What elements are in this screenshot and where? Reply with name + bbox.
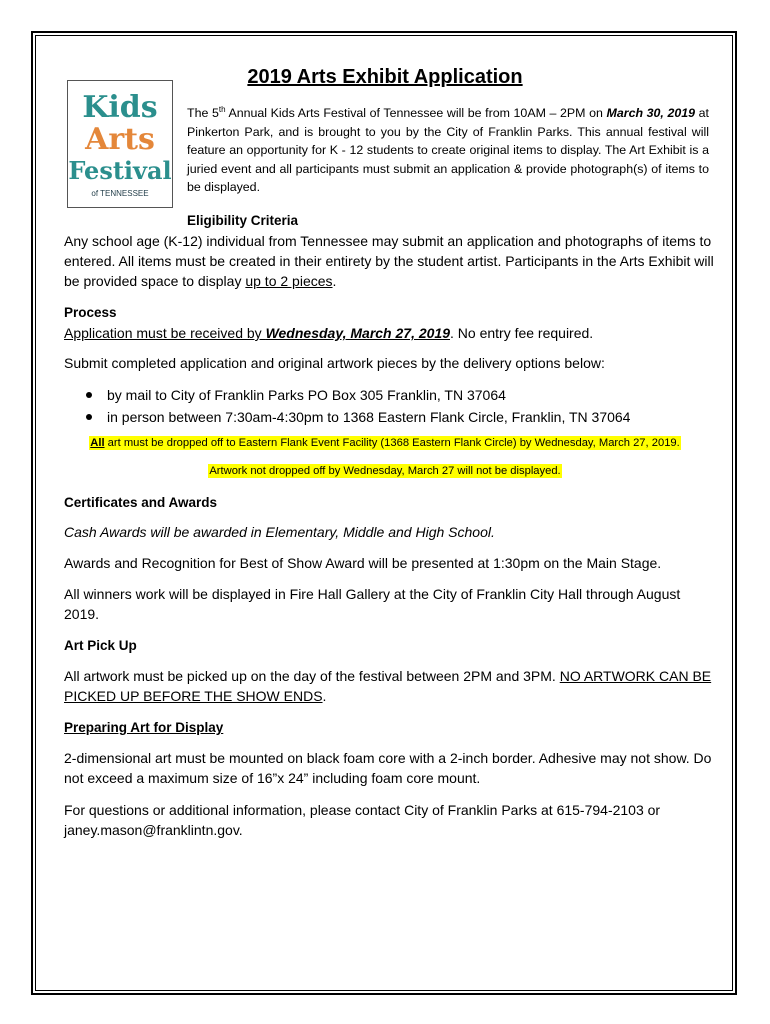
- festival-logo: [67, 80, 173, 208]
- contact-text: For questions or additional information, please contact City of Franklin Parks at 615-794-2103 or janey.mason@franklintn.gov.: [64, 802, 661, 838]
- winners-text: All winners work will be displayed in Fire Hall Gallery at the City of Franklin City Hall through August 2019.: [64, 586, 681, 622]
- dropoff-notice: All art must be dropped off to Eastern Flank Event Facility (1368 Eastern Flank Circle) by Wednesday, March 27, 2019.: [90, 437, 680, 449]
- list-item: by mail to City of Franklin Parks PO Box 305 Franklin, TN 37064: [86, 384, 630, 406]
- late-notice: Artwork not dropped off by Wednesday, March 27 will not be displayed.: [209, 465, 561, 477]
- certificates-heading: Certificates and Awards: [64, 495, 218, 510]
- bullet-icon: [86, 392, 92, 398]
- process-heading: Process: [64, 305, 117, 320]
- preparing-text: 2-dimensional art must be mounted on black foam core with a 2-inch border. Adhesive may not show. Do not exceed a maximum size of 16”x 24” including foam core mount.: [64, 750, 712, 786]
- preparing-heading: Preparing Art for Display: [64, 720, 224, 735]
- eligibility-heading: Eligibility Criteria: [187, 213, 299, 228]
- pickup-heading: Art Pick Up: [64, 638, 137, 653]
- best-of-show-text: Awards and Recognition for Best of Show Award will be presented at 1:30pm on the Main Stage.: [64, 555, 662, 571]
- logo-line-1: Kids: [82, 90, 158, 125]
- delivery-options-list: [86, 384, 630, 428]
- page-title: 2019 Arts Exhibit Application: [247, 66, 523, 88]
- logo-line-3: Festival: [68, 156, 172, 185]
- intro-paragraph: The 5th Annual Kids Arts Festival of Tennessee will be from 10AM – 2PM on March 30, 2019 at Pinkerton Park, and is brought to you by the City of Franklin Parks. This annual festival will feature an opportunity for K - 12 students to create original items to display. The Art Exhibit is a juried event and all participants must submit an application & provide photograph(s) of items to be displayed.: [187, 104, 709, 194]
- pickup-text: All artwork must be picked up on the day of the festival between 2PM and 3PM. NO ARTWORK CAN BE PICKED UP BEFORE THE SHOW ENDS.: [64, 668, 712, 704]
- list-item: in person between 7:30am-4:30pm to 1368 Eastern Flank Circle, Franklin, TN 37064: [86, 406, 630, 428]
- bullet-icon: [86, 414, 92, 420]
- logo-line-4: of TENNESSEE: [91, 189, 149, 198]
- cash-awards-text: Cash Awards will be awarded in Elementary, Middle and High School.: [64, 524, 495, 540]
- process-submit-text: Submit completed application and original artwork pieces by the delivery options below:: [64, 355, 605, 371]
- logo-line-2: Arts: [85, 122, 155, 157]
- process-deadline: Application must be received by Wednesday, March 27, 2019. No entry fee required.: [64, 325, 594, 341]
- eligibility-text: Any school age (K-12) individual from Tennessee may submit an application and photographs of items to entered. All items must be created in their entirety by the student artist. Participants in the Arts Exhibit will be provided space to display up to 2 pieces.: [64, 233, 714, 289]
- festival-date: March 30, 2019: [606, 106, 696, 120]
